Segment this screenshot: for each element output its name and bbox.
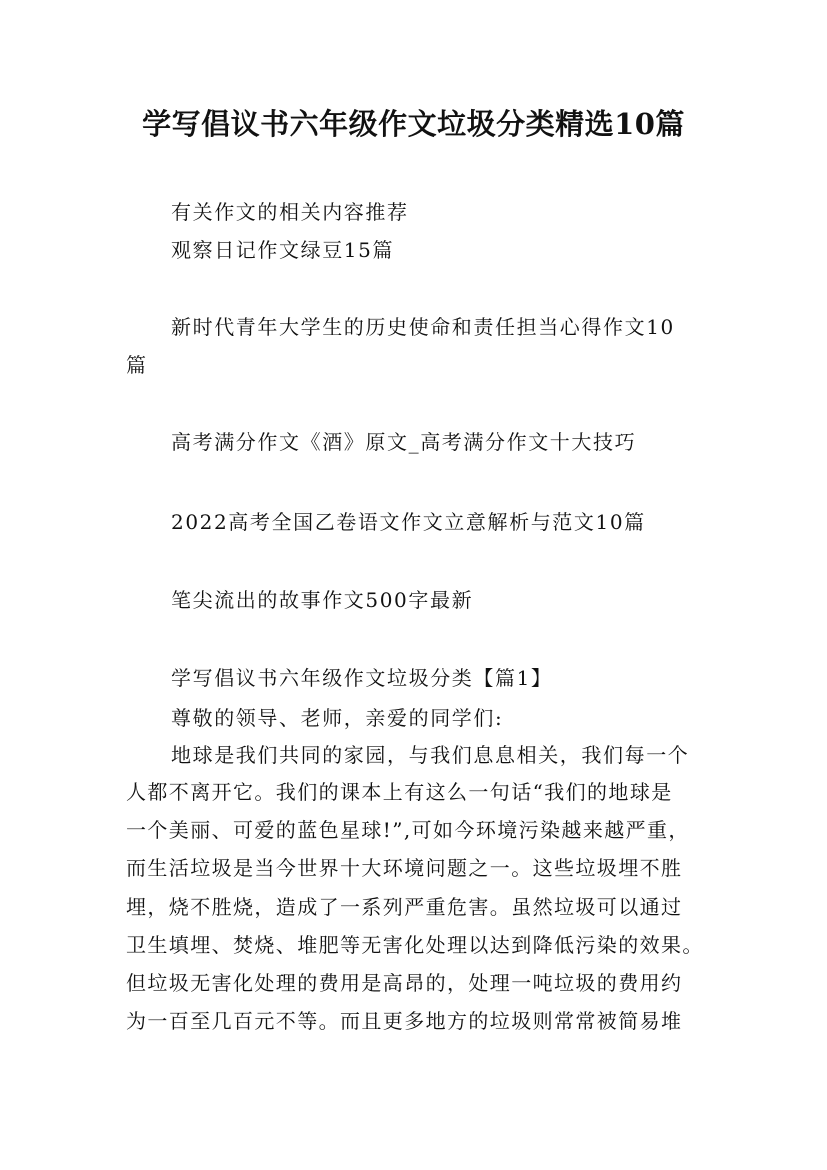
body-line: 埋，烧不胜烧，造成了一系列严重危害。虽然垃圾可以通过 xyxy=(126,895,683,919)
body-line: 卫生填埋、焚烧、堆肥等无害化处理以达到降低污染的效果。 xyxy=(126,933,704,957)
body-line: 地球是我们共同的家园，与我们息息相关，我们每一个 xyxy=(171,743,690,767)
related-link[interactable]: 新时代青年大学生的历史使命和责任担当心得作文10 xyxy=(171,315,675,339)
body-line: 一个美丽、可爱的蓝色星球!”,可如今环境污染越来越严重， xyxy=(126,818,690,842)
related-link[interactable]: 高考满分作文《酒》原文_高考满分作文十大技巧 xyxy=(171,430,637,454)
related-heading: 有关作文的相关内容推荐 xyxy=(171,200,409,224)
related-link[interactable]: 笔尖流出的故事作文500字最新 xyxy=(171,588,474,612)
body-line: 而生活垃圾是当今世界十大环境问题之一。这些垃圾埋不胜 xyxy=(126,856,683,880)
related-link-continuation[interactable]: 篇 xyxy=(126,353,148,377)
section-heading: 学写倡议书六年级作文垃圾分类【篇1】 xyxy=(171,666,553,690)
related-link[interactable]: 观察日记作文绿豆15篇 xyxy=(171,238,395,262)
related-link[interactable]: 2022高考全国乙卷语文作文立意解析与范文10篇 xyxy=(171,510,646,534)
document-title: 学写倡议书六年级作文垃圾分类精选10篇 xyxy=(142,107,685,141)
body-line: 为一百至几百元不等。而且更多地方的垃圾则常常被简易堆 xyxy=(126,1009,683,1033)
body-line: 但垃圾无害化处理的费用是高昂的，处理一吨垃圾的费用约 xyxy=(126,971,683,995)
salutation: 尊敬的领导、老师，亲爱的同学们: xyxy=(171,706,504,730)
body-line: 人都不离开它。我们的课本上有这么一句话“我们的地球是 xyxy=(126,780,673,804)
